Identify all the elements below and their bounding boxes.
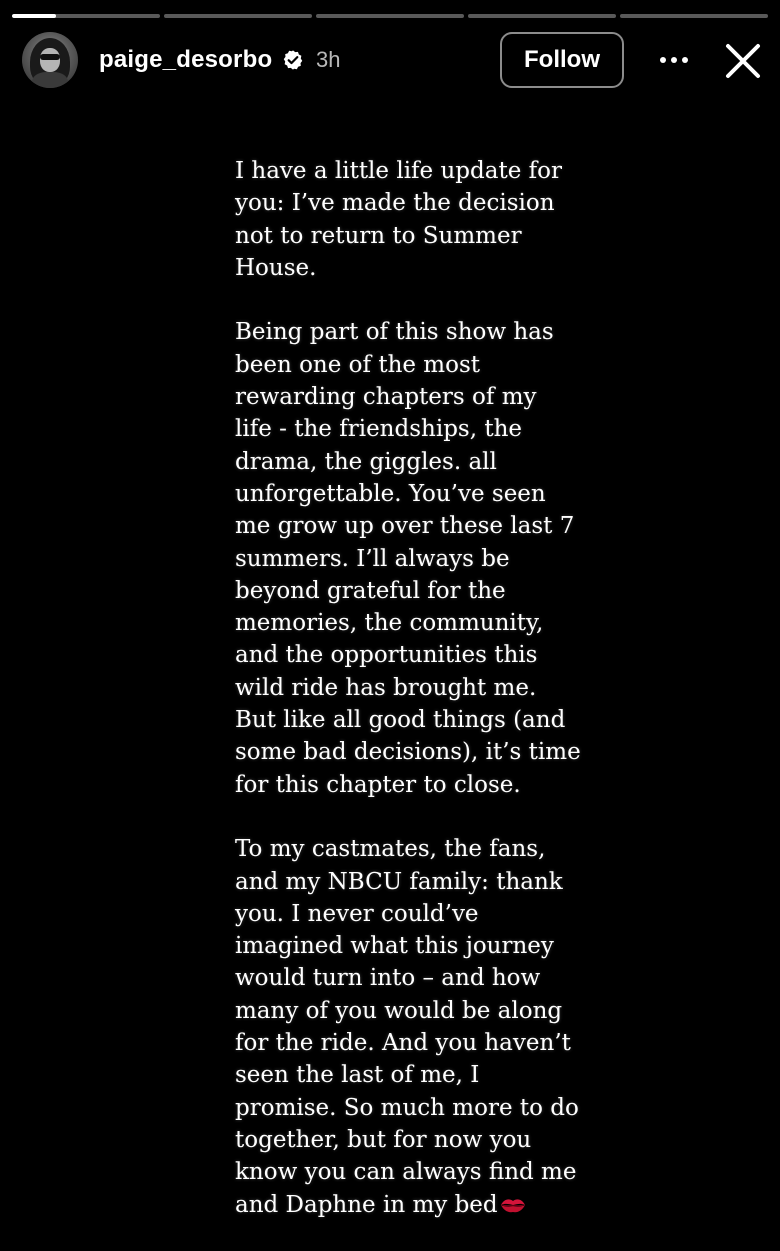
text-line: not to return to Summer <box>235 222 522 249</box>
text-line: been one of the most <box>235 351 481 378</box>
last-text-line <box>235 1189 595 1221</box>
text-line: rewarding chapters of my <box>235 384 537 411</box>
progress-segment <box>620 14 768 18</box>
story-paragraph-1 <box>235 155 595 284</box>
text-line: House. <box>235 254 317 281</box>
more-horizontal-icon[interactable] <box>654 44 694 76</box>
text-line: Being part of this show has <box>235 319 554 346</box>
text-line: some bad decisions), it’s time <box>235 739 581 766</box>
story-progress-bar <box>12 14 768 18</box>
avatar[interactable] <box>22 32 78 88</box>
text-line: wild ride has brought me. <box>235 674 537 701</box>
post-timestamp: 3h <box>316 47 341 72</box>
avatar-body <box>32 72 68 88</box>
follow-button[interactable]: Follow <box>500 32 624 88</box>
story-header <box>0 30 780 92</box>
text-line: for the ride. And you haven’t <box>235 1030 571 1057</box>
avatar-face <box>40 48 60 72</box>
avatar-sunglasses <box>40 54 60 60</box>
progress-segment <box>164 14 312 18</box>
text-line: memories, the community, <box>235 610 544 637</box>
text-line: and the opportunities this <box>235 642 538 669</box>
text-line: and Daphne in my bed <box>235 1191 498 1218</box>
text-line: you: I’ve made the decision <box>235 190 555 217</box>
text-line: imagined what this journey <box>235 933 554 960</box>
text-line: me grow up over these last 7 <box>235 513 575 540</box>
text-line: and my NBCU family: thank <box>235 868 563 895</box>
text-line: I have a little life update for <box>235 158 562 184</box>
text-line: promise. So much more to do <box>235 1094 579 1121</box>
text-line: you. I never could’ve <box>235 900 479 927</box>
text-line: know you can always find me <box>235 1159 577 1186</box>
text-line: beyond grateful for the <box>235 577 506 604</box>
text-line: life - the friendships, the <box>235 416 523 443</box>
story-paragraph-2 <box>235 316 595 800</box>
kiss-mark-emoji-icon <box>500 1190 526 1206</box>
text-line: for this chapter to close. <box>235 771 521 798</box>
story-paragraph-3 <box>235 833 595 1221</box>
text-line: drama, the giggles. all <box>235 448 497 475</box>
progress-fill <box>12 14 56 18</box>
story-text <box>235 155 595 1221</box>
text-line: unforgettable. You’ve seen <box>235 480 546 507</box>
progress-segment <box>468 14 616 18</box>
progress-segment <box>12 14 160 18</box>
text-line: summers. I’ll always be <box>235 545 510 572</box>
text-line: together, but for now you <box>235 1126 532 1153</box>
username[interactable]: paige_desorbo <box>99 46 273 73</box>
verified-badge-icon <box>282 49 304 71</box>
close-icon[interactable] <box>722 40 764 82</box>
progress-segment <box>316 14 464 18</box>
text-line: many of you would be along <box>235 997 563 1024</box>
text-line: But like all good things (and <box>235 707 566 734</box>
text-line: would turn into – and how <box>235 965 541 992</box>
text-line: To my castmates, the fans, <box>235 836 546 863</box>
text-line: seen the last of me, I <box>235 1062 480 1089</box>
